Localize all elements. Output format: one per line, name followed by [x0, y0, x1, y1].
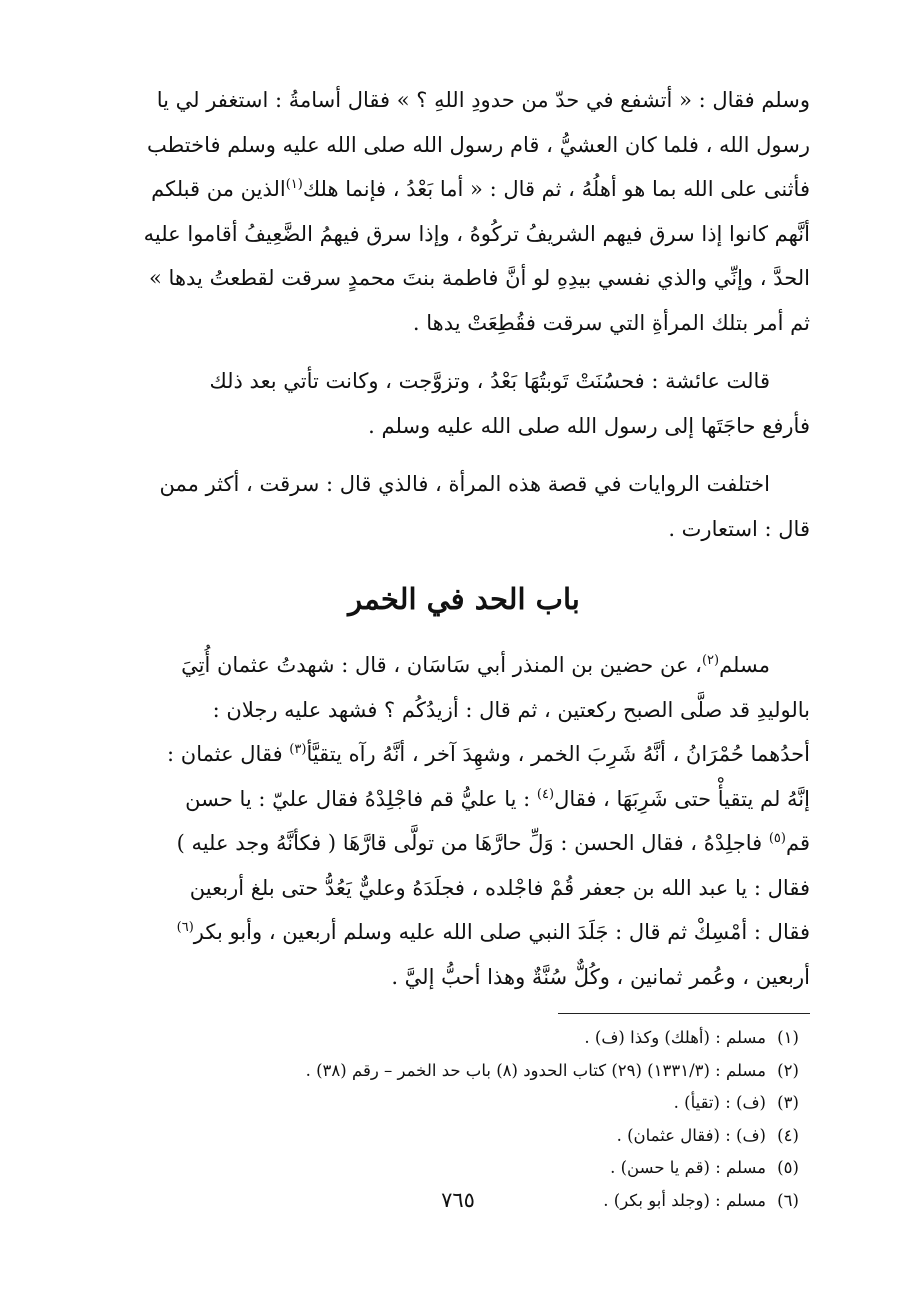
text-line: ثم أمر بتلك المرأةِ التي سرقت فقُطِعَتْ يدها .: [412, 310, 810, 335]
footnote-text: مسلم : (١٣٣١/٣) (٢٩) كتاب الحدود (٨) باب حد الخمر – رقم (٣٨) .: [305, 1060, 766, 1080]
text-line: وسلم فقال : « أتشفع في حدّ من حدودِ اللهِ ؟ » فقال أسامةُ : استغفر لي يا: [156, 88, 810, 112]
paragraph-aisha: [118, 359, 810, 448]
text-line: مسلم$^{(٢)}$، عن حضين بن المنذر أبي سَاسَان ، قال : شهدتُ عثمان أُتِيَ: [181, 653, 770, 677]
text-line: أحدُهما حُمْرَانُ ، أنَّهُ شَرِبَ الخمر ، وشهِدَ آخر ، أنَّهُ رآه يتقيَّأ$^{(٣)}$ فقال عثمان :: [167, 742, 810, 766]
text-line: فأثنى على الله بما هو أهلُهُ ، ثم قال : « أما بَعْدُ ، فإنما هلك$^{(١)}$الذين من قبلكم: [151, 177, 810, 201]
footnote-text: (ف) : (فقال عثمان) .: [616, 1125, 766, 1145]
chapter-heading: باب الحد في الخمر: [348, 582, 580, 616]
footnote-ref[interactable]: (٤): [536, 786, 555, 802]
text-line: أربعين ، وعُمر ثمانين ، وكُلٌّ سُنَّةٌ وهذا أحبُّ إليَّ .: [391, 964, 810, 989]
text-line: قالت عائشة : فحسُنَتْ تَوبتُهَا بَعْدُ ، وتزوَّجت ، وكانت تأتي بعد ذلك: [209, 369, 770, 393]
text-line: اختلفت الروايات في قصة هذه المرأة ، فالذي قال : سرقت ، أكثر ممن: [159, 472, 770, 496]
footnote-number: (١): [777, 1028, 799, 1047]
footnote-ref[interactable]: (٣): [289, 742, 307, 757]
footnote-text: (ف) : (تقيأ) .: [673, 1093, 766, 1112]
footnote-number: (٦): [777, 1190, 799, 1210]
footnote-number: (٣): [777, 1093, 799, 1112]
footnote-ref[interactable]: (٥): [768, 831, 786, 846]
footnote-text: مسلم : (أهلك) وكذا (ف) .: [584, 1028, 766, 1047]
page-body: [118, 78, 810, 1217]
text-line: بالوليدِ قد صلَّى الصبح ركعتين ، ثم قال : أزيدُكُم ؟ فشهد عليه رجلان :: [212, 697, 810, 722]
text-line: فقال : أمْسِكْ ثم قال : جَلَدَ النبي صلى الله عليه وسلم أربعين ، وأبو بكر$^{(٦)}$: [176, 920, 810, 944]
footnote-item: [118, 1087, 810, 1120]
text-line: قال : استعارت .: [668, 516, 810, 541]
footnote-text: مسلم : (قم يا حسن) .: [610, 1158, 766, 1177]
page-number: ٧٦٥: [441, 1188, 475, 1212]
footnote-ref[interactable]: (٢): [701, 653, 720, 668]
paragraph-narrations: [118, 462, 810, 551]
footnote-number: (٥): [777, 1158, 799, 1177]
text-line: الحدَّ ، وإنِّي والذي نفسي بيدِهِ لو أنَّ فاطمة بنتَ محمدٍ سرقت لقطعتُ يدها »: [149, 266, 810, 290]
footnote-number: (٤): [777, 1125, 799, 1145]
footnote-divider: [558, 1013, 810, 1014]
text-line: إنَّهُ لم يتقيأْ حتى شَرِبَهَا ، فقال$^{(٤)}$ : يا عليُّ قم فاجْلِدْهُ فقال عليّ : يا حسن: [185, 786, 810, 811]
footnote-item: [118, 1152, 810, 1185]
footnote-item: [118, 1055, 810, 1088]
text-line: رسول الله ، فلما كان العشيُّ ، قام رسول الله صلى الله عليه وسلم فاختطب: [146, 132, 810, 157]
paragraph-hadith-end: [118, 78, 810, 345]
footnote-ref[interactable]: (١): [285, 177, 303, 192]
footnote-item: [118, 1022, 810, 1055]
text-line: فأرفع حاجَتَها إلى رسول الله صلى الله عليه وسلم .: [368, 413, 810, 438]
footnote-ref[interactable]: (٦): [176, 920, 194, 935]
footnote-number: (٢): [777, 1060, 799, 1080]
text-line: قم$^{(٥)}$ فاجلِدْهُ ، فقال الحسن : وَلِّ حارَّهَا من تولَّى قارَّهَا ( فكأنَّهُ وجد عليه ): [176, 831, 810, 855]
footnote-item: [118, 1120, 810, 1153]
footnote-text: مسلم : (وجلد أبو بكر) .: [603, 1190, 766, 1210]
text-line: فقال : يا عبد الله بن جعفر قُمْ فاجْلده ، فجلَدَهُ وعليٌّ يَعُدُّ حتى بلغ أربعين: [189, 875, 810, 900]
paragraph-khamr: [118, 643, 810, 999]
text-line: أنَّهم كانوا إذا سرق فيهم الشريفُ تركُوهُ ، وإذا سرق فيهمُ الضَّعِيفُ أقاموا عليه: [143, 221, 810, 246]
